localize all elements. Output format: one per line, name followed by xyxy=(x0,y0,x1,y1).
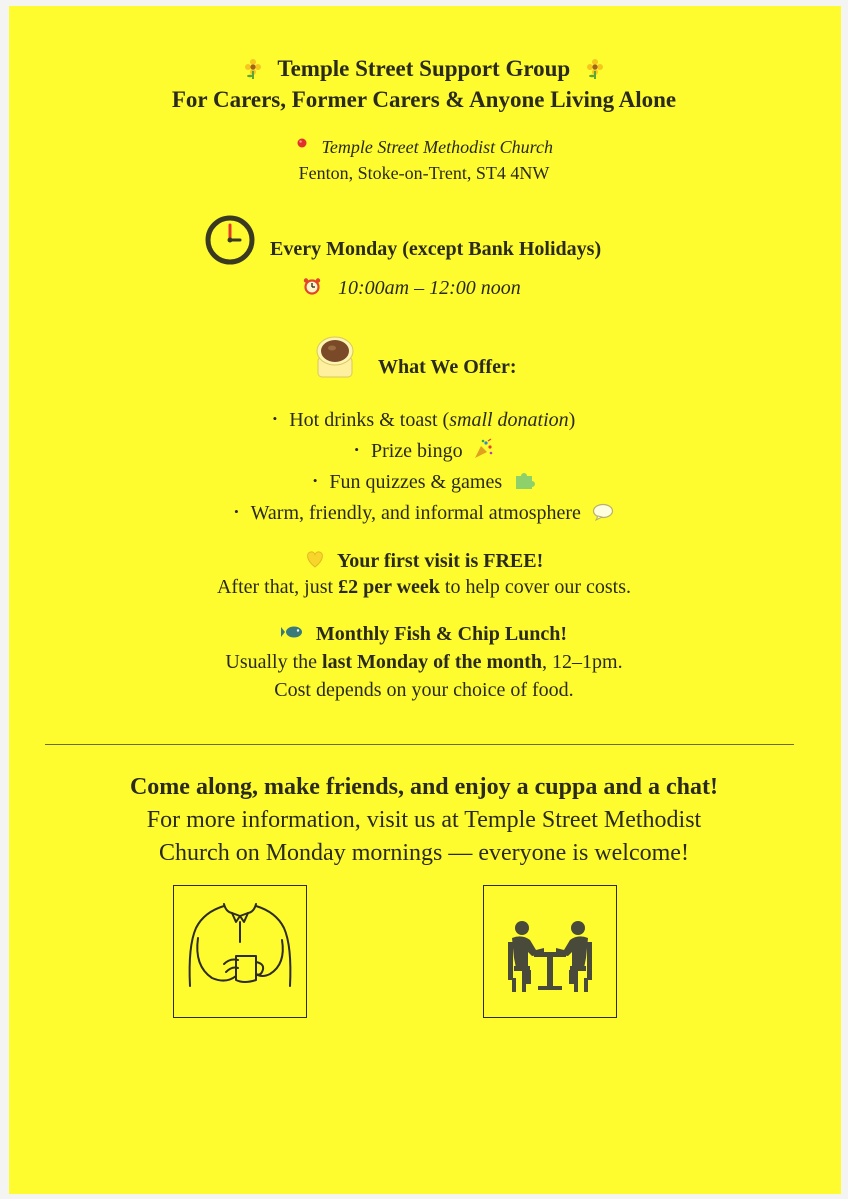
sunflower-icon xyxy=(242,58,264,80)
fish-lunch-headline: Monthly Fish & Chip Lunch! xyxy=(0,623,848,646)
two-people-at-table-icon xyxy=(483,885,617,1018)
speech-balloon-icon xyxy=(592,503,614,521)
party-popper-icon xyxy=(472,438,494,460)
clock-icon xyxy=(204,214,256,266)
coffee-cup-icon xyxy=(312,333,358,383)
closing-line-2: Church on Monday mornings — everyone is welcome! xyxy=(159,840,689,866)
venue-line xyxy=(0,137,848,158)
schedule-day: Every Monday (except Bank Holidays) xyxy=(270,238,602,260)
pricing-line: After that, just £2 per week to help cover our costs. xyxy=(216,576,631,598)
yellow-heart-icon xyxy=(305,550,325,568)
flyer-subtitle: For Carers, Former Carers & Anyone Living Alone xyxy=(171,87,677,112)
fish-lunch-when: Usually the last Monday of the month, 12–1pm. xyxy=(225,651,623,673)
offer-heading: What We Offer: xyxy=(378,356,517,378)
divider xyxy=(45,744,794,745)
round-pushpin-icon xyxy=(295,137,309,153)
list-item: • Hot drinks & toast (small donation) xyxy=(272,409,576,431)
sunflower-icon xyxy=(584,58,606,80)
venue-name: Temple Street Methodist Church xyxy=(321,137,553,157)
person-holding-cup-icon xyxy=(173,885,307,1018)
schedule-time: 10:00am – 12:00 noon xyxy=(338,277,521,299)
list-item: • Prize bingo xyxy=(0,440,848,463)
list-item: • Warm, friendly, and informal atmosphere xyxy=(0,502,848,525)
venue-address: Fenton, Stoke-on-Trent, ST4 4NW xyxy=(298,163,550,183)
fish-icon xyxy=(281,624,305,640)
closing-line-1: For more information, visit us at Temple Street Methodist xyxy=(146,807,702,833)
closing-headline: Come along, make friends, and enjoy a cuppa and a chat! xyxy=(129,774,719,800)
flyer-title: Temple Street Support Group xyxy=(0,56,848,82)
puzzle-piece-icon xyxy=(513,469,535,491)
alarm-clock-icon xyxy=(302,276,322,296)
flyer-page xyxy=(9,6,841,1194)
fish-lunch-cost: Cost depends on your choice of food. xyxy=(274,679,574,701)
pricing-headline: Your first visit is FREE! xyxy=(0,550,848,573)
list-item: • Fun quizzes & games xyxy=(0,471,848,494)
